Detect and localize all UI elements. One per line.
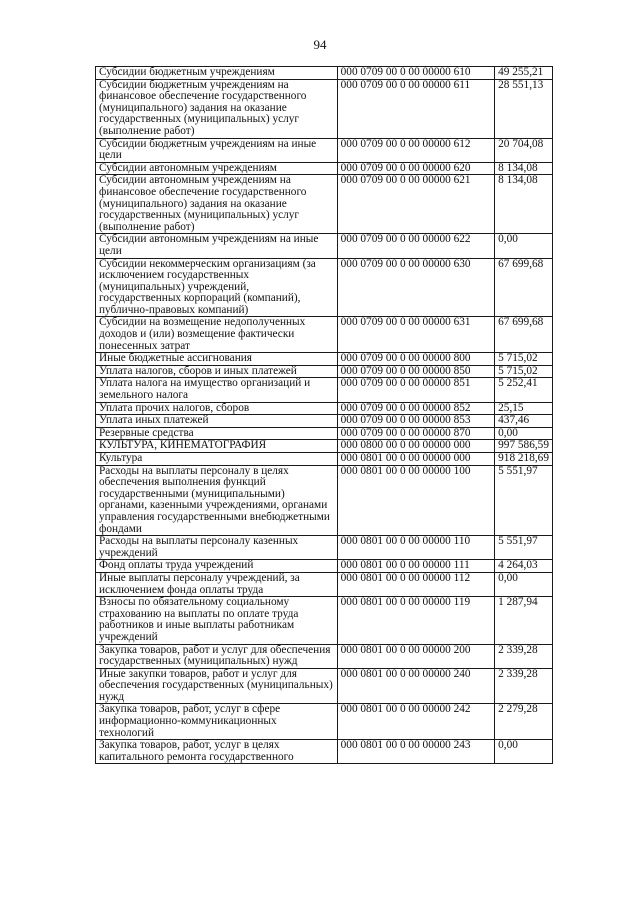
- row-amount-cell: 4 264,03: [495, 560, 553, 573]
- table-row: [96, 704, 553, 740]
- row-name-cell: Субсидии некоммерческим организациям (за исключением государственных (муниципальных) учреждений, государственных корпораций (компаний), публично-правовых компаний): [96, 258, 338, 317]
- row-name-cell: Субсидии бюджетным учреждениям на финансовое обеспечение государственного (муниципального) задания на оказание государственных (муниципальных) услуг (выполнение работ): [96, 79, 338, 138]
- row-name-cell: Субсидии на возмещение недополученных доходов и (или) возмещение фактически понесенных затрат: [96, 317, 338, 353]
- budget-table: [95, 66, 553, 764]
- table-row: [96, 234, 553, 258]
- row-name-cell: Уплата налогов, сборов и иных платежей: [96, 365, 338, 378]
- table-row: [96, 317, 553, 353]
- row-name-cell: Взносы по обязательному социальному страхованию на выплаты по оплате труда работников и иные выплаты работникам учреждений: [96, 597, 338, 644]
- row-amount-cell: 437,46: [495, 415, 553, 428]
- table-row: [96, 258, 553, 317]
- row-code-cell: 000 0801 00 0 00 00000 110: [337, 536, 495, 560]
- row-code-cell: 000 0709 00 0 00 00000 800: [337, 353, 495, 366]
- row-amount-cell: 2 339,28: [495, 644, 553, 668]
- row-name-cell: Культура: [96, 453, 338, 466]
- row-name-cell: Субсидии автономным учреждениям на иные цели: [96, 234, 338, 258]
- table-row: [96, 465, 553, 536]
- row-amount-cell: 5 551,97: [495, 465, 553, 536]
- table-row: [96, 353, 553, 366]
- row-name-cell: Субсидии автономным учреждениям на финансовое обеспечение государственного (муниципального) задания на оказание государственных (муниципальных) услуг (выполнение работ): [96, 175, 338, 234]
- row-code-cell: 000 0709 00 0 00 00000 870: [337, 427, 495, 440]
- row-amount-cell: 67 699,68: [495, 317, 553, 353]
- row-name-cell: Иные выплаты персоналу учреждений, за исключением фонда оплаты труда: [96, 572, 338, 596]
- row-amount-cell: 0,00: [495, 234, 553, 258]
- row-code-cell: 000 0709 00 0 00 00000 621: [337, 175, 495, 234]
- table-row: [96, 175, 553, 234]
- row-code-cell: 000 0709 00 0 00 00000 851: [337, 378, 495, 402]
- row-name-cell: Расходы на выплаты персоналу казенных учреждений: [96, 536, 338, 560]
- row-name-cell: Субсидии автономным учреждениям: [96, 162, 338, 175]
- table-row: [96, 597, 553, 644]
- row-amount-cell: 5 551,97: [495, 536, 553, 560]
- table-row: [96, 440, 553, 453]
- row-amount-cell: 8 134,08: [495, 162, 553, 175]
- row-code-cell: 000 0801 00 0 00 00000 112: [337, 572, 495, 596]
- row-code-cell: 000 0801 00 0 00 00000 119: [337, 597, 495, 644]
- row-amount-cell: 0,00: [495, 427, 553, 440]
- row-amount-cell: 5 715,02: [495, 365, 553, 378]
- row-code-cell: 000 0709 00 0 00 00000 853: [337, 415, 495, 428]
- row-amount-cell: 0,00: [495, 740, 553, 764]
- row-name-cell: Резервные средства: [96, 427, 338, 440]
- row-code-cell: 000 0801 00 0 00 00000 240: [337, 668, 495, 704]
- budget-table-body: [96, 67, 553, 764]
- row-code-cell: 000 0709 00 0 00 00000 612: [337, 138, 495, 162]
- table-row: [96, 644, 553, 668]
- row-code-cell: 000 0800 00 0 00 00000 000: [337, 440, 495, 453]
- row-amount-cell: 997 586,59: [495, 440, 553, 453]
- row-amount-cell: 28 551,13: [495, 79, 553, 138]
- row-code-cell: 000 0709 00 0 00 00000 852: [337, 402, 495, 415]
- table-row: [96, 536, 553, 560]
- row-name-cell: Расходы на выплаты персоналу в целях обеспечения выполнения функций государственными (муниципальными) органами, казенными учреждениями, органами управления государственными внебюджетными фондами: [96, 465, 338, 536]
- row-name-cell: Фонд оплаты труда учреждений: [96, 560, 338, 573]
- row-code-cell: 000 0801 00 0 00 00000 243: [337, 740, 495, 764]
- row-name-cell: Закупка товаров, работ, услуг в целях капитального ремонта государственного: [96, 740, 338, 764]
- row-name-cell: Субсидии бюджетным учреждениям: [96, 67, 338, 80]
- table-row: [96, 79, 553, 138]
- row-code-cell: 000 0801 00 0 00 00000 000: [337, 453, 495, 466]
- row-amount-cell: 0,00: [495, 572, 553, 596]
- row-name-cell: Иные бюджетные ассигнования: [96, 353, 338, 366]
- table-row: [96, 453, 553, 466]
- row-code-cell: 000 0709 00 0 00 00000 610: [337, 67, 495, 80]
- row-amount-cell: 67 699,68: [495, 258, 553, 317]
- table-row: [96, 415, 553, 428]
- row-amount-cell: 2 339,28: [495, 668, 553, 704]
- row-code-cell: 000 0709 00 0 00 00000 611: [337, 79, 495, 138]
- row-name-cell: КУЛЬТУРА, КИНЕМАТОГРАФИЯ: [96, 440, 338, 453]
- row-code-cell: 000 0801 00 0 00 00000 100: [337, 465, 495, 536]
- row-amount-cell: 1 287,94: [495, 597, 553, 644]
- row-name-cell: Закупка товаров, работ, услуг в сфере информационно-коммуникационных технологий: [96, 704, 338, 740]
- row-code-cell: 000 0709 00 0 00 00000 620: [337, 162, 495, 175]
- row-name-cell: Уплата прочих налогов, сборов: [96, 402, 338, 415]
- row-code-cell: 000 0709 00 0 00 00000 850: [337, 365, 495, 378]
- row-amount-cell: 918 218,69: [495, 453, 553, 466]
- row-code-cell: 000 0801 00 0 00 00000 111: [337, 560, 495, 573]
- row-name-cell: Уплата налога на имущество организаций и земельного налога: [96, 378, 338, 402]
- table-row: [96, 668, 553, 704]
- row-code-cell: 000 0709 00 0 00 00000 630: [337, 258, 495, 317]
- row-name-cell: Закупка товаров, работ и услуг для обеспечения государственных (муниципальных) нужд: [96, 644, 338, 668]
- table-row: [96, 365, 553, 378]
- row-amount-cell: 49 255,21: [495, 67, 553, 80]
- page-number: 94: [313, 37, 327, 52]
- table-row: [96, 560, 553, 573]
- table-row: [96, 402, 553, 415]
- row-amount-cell: 5 252,41: [495, 378, 553, 402]
- table-row: [96, 378, 553, 402]
- table-row: [96, 162, 553, 175]
- table-row: [96, 572, 553, 596]
- row-code-cell: 000 0801 00 0 00 00000 242: [337, 704, 495, 740]
- row-code-cell: 000 0709 00 0 00 00000 631: [337, 317, 495, 353]
- table-row: [96, 740, 553, 764]
- row-name-cell: Уплата иных платежей: [96, 415, 338, 428]
- row-amount-cell: 8 134,08: [495, 175, 553, 234]
- row-code-cell: 000 0709 00 0 00 00000 622: [337, 234, 495, 258]
- row-amount-cell: 2 279,28: [495, 704, 553, 740]
- row-amount-cell: 25,15: [495, 402, 553, 415]
- table-row: [96, 138, 553, 162]
- row-name-cell: Субсидии бюджетным учреждениям на иные цели: [96, 138, 338, 162]
- row-name-cell: Иные закупки товаров, работ и услуг для обеспечения государственных (муниципальных) нужд: [96, 668, 338, 704]
- row-amount-cell: 20 704,08: [495, 138, 553, 162]
- table-row: [96, 427, 553, 440]
- row-amount-cell: 5 715,02: [495, 353, 553, 366]
- table-row: [96, 67, 553, 80]
- row-code-cell: 000 0801 00 0 00 00000 200: [337, 644, 495, 668]
